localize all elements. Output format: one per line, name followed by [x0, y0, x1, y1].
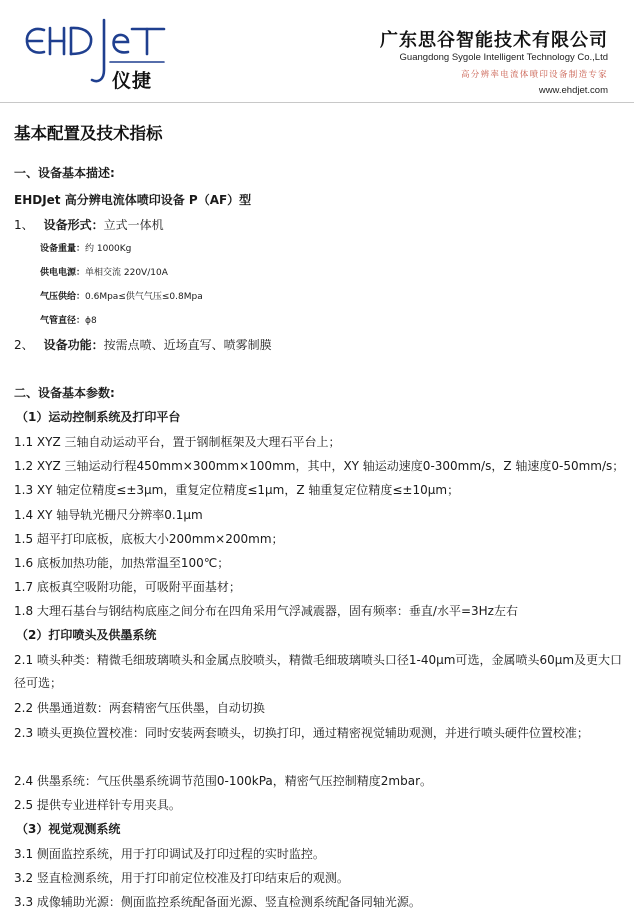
spec-row [14, 337, 624, 354]
company-website[interactable]: www.ehdjet.com [538, 85, 608, 96]
company-slogan: 高分辨率电流体喷印设备制造专家 [460, 70, 608, 80]
section-heading: 一、设备基本描述: [14, 166, 115, 180]
param-line: 1.1 XYZ 三轴自动运动平台，置于钢制框架及大理石平台上； [14, 435, 341, 449]
subsection-heading: （1）运动控制系统及打印平台 [16, 410, 181, 424]
param-line: 3.1 侧面监控系统，用于打印调试及打印过程的实时监控。 [14, 847, 325, 861]
subsection-heading: （2）打印喷头及供墨系统 [16, 628, 157, 642]
spec-label: 设备重量： [40, 244, 86, 254]
spec-value: ϕ8 [85, 316, 97, 326]
spec-row [14, 241, 634, 258]
page-header [0, 0, 634, 104]
spec-label: 设备功能： [43, 338, 104, 352]
spec-row [14, 265, 634, 282]
header-divider [0, 102, 634, 103]
item-number: 1、 [14, 218, 34, 232]
param-line: 1.4 XY 轴导轨光栅尺分辨率0.1μm [14, 508, 203, 522]
param-line: 1.2 XYZ 三轴运动行程450mm×300mm×100mm，其中，XY 轴运动速度0-300mm/s，Z 轴速度0-50mm/s； [14, 459, 625, 473]
param-line: 2.5 提供专业进样针专用夹具。 [14, 798, 181, 812]
param-line: 1.7 底板真空吸附功能，可吸附平面基材； [14, 580, 241, 594]
param-line: 1.6 底板加热功能，加热常温至100℃； [14, 556, 230, 570]
spec-row [14, 289, 634, 306]
param-line: 2.1 喷头种类：精微毛细玻璃喷头和金属点胶喷头，精微毛细玻璃喷头口径1-40μm可选，金属喷头60μm及更大口径可选； [14, 653, 623, 690]
spec-value: 立式一体机 [103, 218, 164, 232]
param-line: 1.5 超平打印底板，底板大小200mm×200mm； [14, 532, 284, 546]
param-line: 2.3 喷头更换位置校准：同时安装两套喷头，切换打印，通过精密视觉辅助观测，并进行喷头硬件位置校准； [14, 726, 589, 740]
spec-value: 单相交流 220V/10A [85, 268, 168, 278]
param-line: 1.3 XY 轴定位精度≤±3μm，重复定位精度≤1μm，Z 轴重复定位精度≤±10μm； [14, 483, 460, 497]
spec-value: 0.6Mpa≤供气气压≤0.8Mpa [85, 292, 203, 302]
spec-value: 按需点喷、近场直写、喷雾制膜 [103, 338, 272, 352]
section-heading: 二、设备基本参数: [14, 386, 115, 400]
spec-row [14, 313, 634, 330]
company-name-cn: 广东思谷智能技术有限公司 [380, 30, 608, 51]
spec-row [14, 217, 624, 234]
device-model: EHDJet 高分辨电流体喷印设备 P（AF）型 [14, 193, 252, 207]
param-line: 2.2 供墨通道数：两套精密气压供墨，自动切换 [14, 701, 265, 715]
param-line: 3.2 竖直检测系统，用于打印前定位校准及打印结束后的观测。 [14, 871, 349, 885]
company-name-en: Guangdong Sygole Intelligent Technology Co.,Ltd [399, 52, 608, 63]
param-line: 1.8 大理石基台与钢结构底座之间分布在四角采用气浮减震器，固有频率：垂直/水平=3Hz左右 [14, 604, 518, 618]
logo-chinese-name: 仪捷 [112, 70, 153, 92]
subsection-heading: （3）视觉观测系统 [16, 822, 121, 836]
spec-label: 设备形式： [43, 218, 104, 232]
item-number: 2、 [14, 338, 34, 352]
spec-value: 约 1000Kg [85, 244, 132, 254]
spec-label: 气压供给： [40, 292, 86, 302]
param-line: 3.3 成像辅助光源：侧面监控系统配备面光源、竖直检测系统配备同轴光源。 [14, 895, 421, 909]
param-line: 2.4 供墨系统：气压供墨系统调节范围0-100kPa，精密气压控制精度2mbar。 [14, 774, 432, 788]
spec-label: 供电电源： [40, 268, 86, 278]
page-title: 基本配置及技术指标 [14, 124, 163, 143]
spec-label: 气管直径： [40, 316, 86, 326]
